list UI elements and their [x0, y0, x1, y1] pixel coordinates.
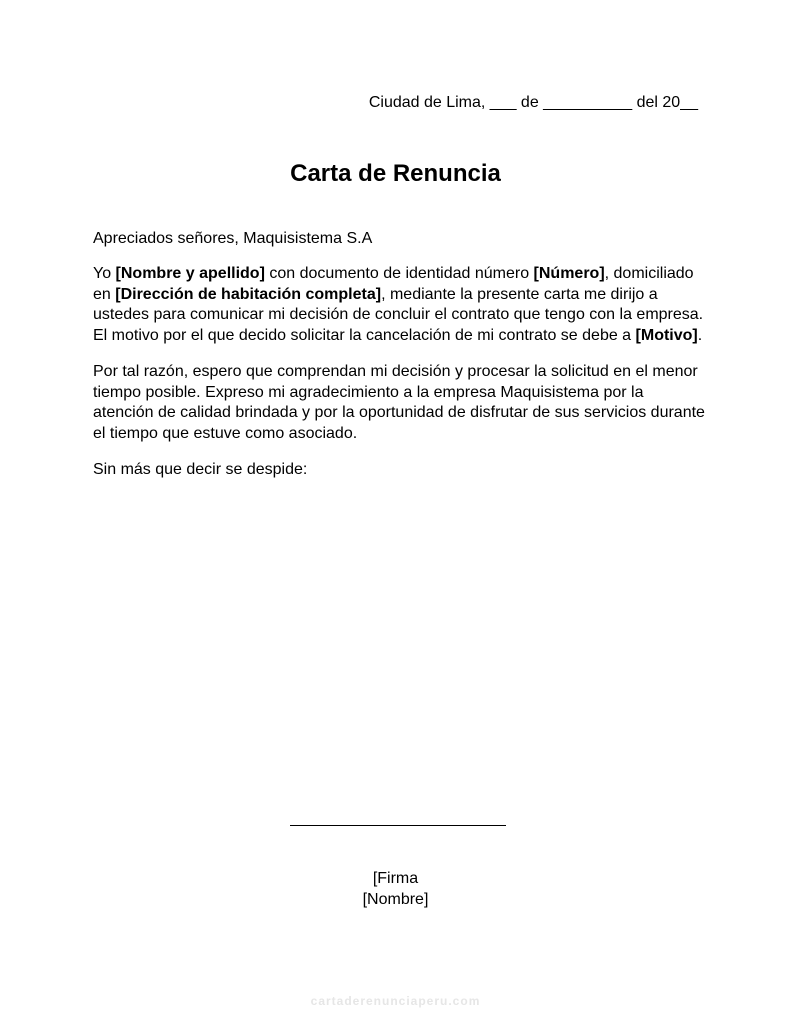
closing-text: Sin más que decir se despide: — [93, 461, 308, 478]
paragraph-identity-text — [93, 264, 708, 346]
name-placeholder: [Nombre y apellido] — [115, 265, 265, 282]
text-segment: , domiciliado en — [93, 265, 694, 303]
paragraph-identity — [93, 264, 708, 346]
signature-nombre: [Nombre] — [362, 891, 429, 908]
signature-block — [0, 868, 791, 910]
reason-placeholder: [Motivo] — [635, 326, 698, 344]
closing — [93, 460, 708, 481]
salutation — [93, 229, 708, 250]
text-segment: con documento de identidad número — [264, 265, 534, 282]
signature-firma: [Firma — [372, 870, 419, 887]
signature-line — [290, 825, 506, 826]
salutation-text: Apreciados señores, Maquisistema S.A — [93, 230, 373, 247]
text-segment: , mediante la presente carta me dirijo a ustedes para comunicar mi decisión de concluir el contrato que tengo con la empresa. El motivo por el que decido solicitar la cancelación de mi contrato se debe a — [93, 285, 704, 344]
number-placeholder: [Número] — [533, 265, 605, 282]
watermark: cartaderenunciaperu.com — [310, 994, 481, 1008]
letter-title: Carta de Renuncia — [290, 160, 501, 187]
address-placeholder: [Dirección de habitación completa] — [115, 285, 382, 303]
paragraph-gratitude-text: Por tal razón, espero que comprendan mi decisión y procesar la solicitud en el menor tiempo posible. Expreso mi agradecimiento a la empresa Maquisistema por la atención de calidad brindada y por la oportunidad de disfrutar de sus servicios durante el tiempo que estuve como asociado. — [93, 363, 705, 442]
text-segment: . — [697, 326, 703, 344]
text-segment: Yo — [93, 265, 116, 282]
paragraph-gratitude — [93, 362, 708, 444]
date-line: Ciudad de Lima, ___ de __________ del 20__ — [368, 94, 698, 111]
